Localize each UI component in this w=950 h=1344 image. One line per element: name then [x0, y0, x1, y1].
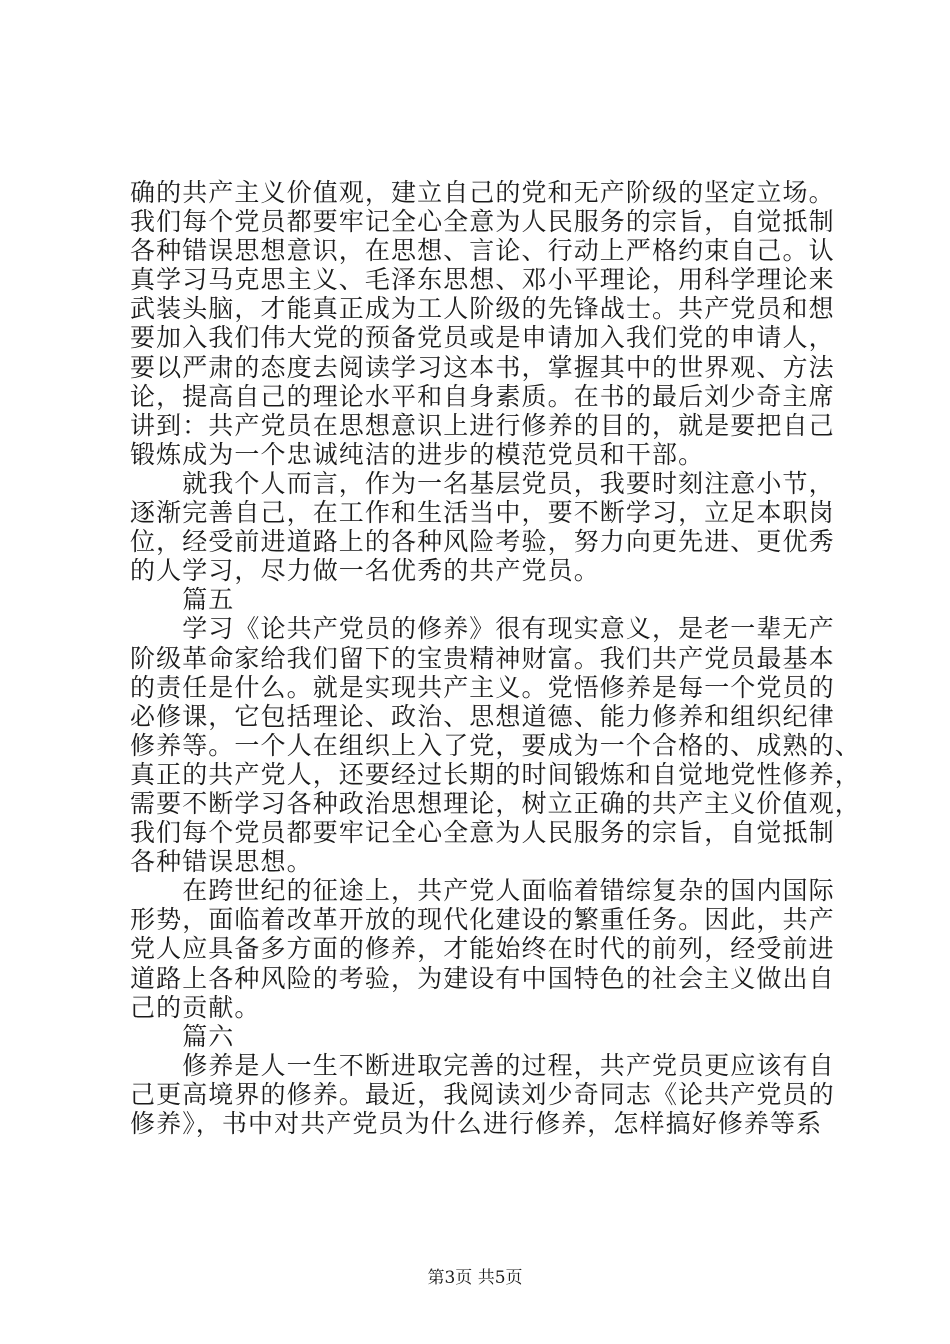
text-line: 讲到：共产党员在思想意识上进行修养的目的，就是要把自己 — [130, 410, 835, 440]
text-line: 需要不断学习各种政治思想理论，树立正确的共产主义价值观， — [130, 788, 861, 818]
text-line: 的责任是什么。就是实现共产主义。党悟修养是每一个党员的 — [130, 672, 835, 702]
text-line: 我们每个党员都要牢记全心全意为人民服务的宗旨，自觉抵制 — [130, 207, 835, 237]
text-line: 就我个人而言，作为一名基层党员，我要时刻注意小节， — [130, 468, 835, 498]
text-line: 确的共产主义价值观，建立自己的党和无产阶级的坚定立场。 — [130, 178, 835, 207]
text-line: 形势，面临着改革开放的现代化建设的繁重任务。因此，共产 — [130, 905, 835, 935]
page-number-footer: 第3页 共5页 — [427, 1268, 523, 1288]
text-line: 逐渐完善自己，在工作和生活当中，要不断学习，立足本职岗 — [130, 498, 835, 528]
text-line: 我们每个党员都要牢记全心全意为人民服务的宗旨，自觉抵制 — [130, 818, 835, 848]
text-line: 必修课，它包括理论、政治、思想道德、能力修养和组织纪律 — [130, 701, 835, 731]
text-line: 各种错误思想。 — [130, 847, 313, 877]
text-line: 要以严肃的态度去阅读学习这本书，掌握其中的世界观、方法 — [130, 352, 835, 382]
text-line: 修养》，书中对共产党员为什么进行修养，怎样搞好修养等系 — [130, 1109, 823, 1138]
text-line: 道路上各种风险的考验，为建设有中国特色的社会主义做出自 — [130, 963, 835, 993]
text-line: 要加入我们伟大党的预备党员或是申请加入我们党的申请人， — [130, 323, 835, 353]
text-line: 论，提高自己的理论水平和自身素质。在书的最后刘少奇主席 — [130, 381, 835, 411]
section-heading: 篇五 — [130, 585, 235, 615]
text-line: 阶级革命家给我们留下的宝贵精神财富。我们共产党员最基本 — [130, 643, 835, 673]
text-line: 武装头脑，才能真正成为工人阶级的先锋战士。共产党员和想 — [130, 294, 835, 324]
text-line: 党人应具备多方面的修养，才能始终在时代的前列，经受前进 — [130, 934, 835, 964]
text-line: 在跨世纪的征途上，共产党人面临着错综复杂的国内国际 — [130, 876, 835, 906]
text-line: 己更高境界的修养。最近，我阅读刘少奇同志《论共产党员的 — [130, 1079, 835, 1109]
text-line: 真正的共产党人，还要经过长期的时间锻炼和自觉地党性修养， — [130, 759, 861, 789]
text-line: 己的贡献。 — [130, 992, 261, 1022]
section-heading: 篇六 — [130, 1021, 235, 1051]
text-line: 锻炼成为一个忠诚纯洁的进步的模范党员和干部。 — [130, 439, 705, 469]
text-line: 位，经受前进道路上的各种风险考验，努力向更先进、更优秀 — [130, 527, 835, 557]
text-line: 修养是人一生不断进取完善的过程，共产党员更应该有自 — [130, 1050, 835, 1080]
text-line: 学习《论共产党员的修养》很有现实意义，是老一辈无产 — [130, 614, 835, 644]
text-line: 修养等。一个人在组织上入了党，要成为一个合格的、成熟的、 — [130, 730, 861, 760]
text-line: 的人学习，尽力做一名优秀的共产党员。 — [130, 556, 600, 586]
text-line: 真学习马克思主义、毛泽东思想、邓小平理论，用科学理论来 — [130, 265, 835, 295]
text-line: 各种错误思想意识，在思想、言论、行动上严格约束自己。认 — [130, 236, 835, 266]
document-body — [130, 178, 861, 1138]
